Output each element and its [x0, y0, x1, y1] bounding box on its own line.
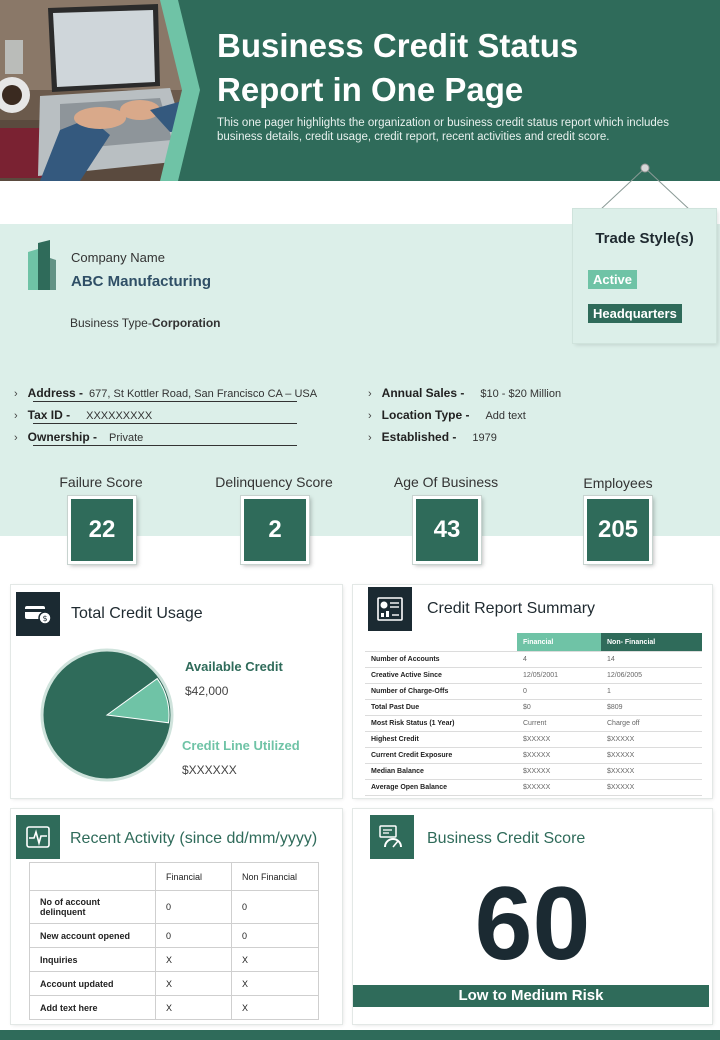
table-cell: Charge off — [601, 716, 702, 732]
table-cell: X — [156, 996, 232, 1020]
table-cell: $809 — [601, 700, 702, 716]
table-cell: 0 — [232, 924, 319, 948]
divider — [33, 445, 297, 446]
table-row — [30, 996, 319, 1020]
credit-report-panel — [353, 585, 712, 798]
score-label-age: Age Of Business — [393, 474, 499, 490]
table-header-row — [30, 863, 319, 891]
svg-text:$: $ — [42, 614, 48, 623]
table-row — [365, 780, 702, 796]
table-cell: Creative Active Since — [365, 668, 517, 684]
table-cell: 0 — [232, 891, 319, 924]
detail-annual-sales: › Annual Sales - $10 - $20 Million — [368, 386, 562, 400]
badge-headquarters: Headquarters — [588, 304, 682, 323]
table-cell: Most Risk Status (1 Year) — [365, 716, 517, 732]
table-header-cell: Non Financial — [232, 863, 319, 891]
table-cell: $XXXXX — [601, 764, 702, 780]
detail-value: $10 - $20 Million — [480, 388, 562, 400]
table-row — [365, 716, 702, 732]
table-cell: $XXXXX — [517, 732, 601, 748]
credit-score-value: 60 — [474, 866, 591, 982]
table-header-cell — [365, 633, 517, 652]
table-row — [365, 748, 702, 764]
utilized-value: $XXXXXX — [182, 763, 237, 777]
detail-location-type: › Location Type - Add text — [368, 408, 526, 422]
title-line-1: Business Credit Status — [217, 27, 579, 64]
available-credit-value: $42,000 — [185, 684, 229, 698]
detail-ownership: › Ownership - Private — [14, 430, 144, 444]
company-name: ABC Manufacturing — [71, 273, 211, 290]
table-row — [365, 700, 702, 716]
credit-pie-chart — [39, 647, 175, 783]
table-row — [30, 948, 319, 972]
table-cell: Highest Credit — [365, 732, 517, 748]
detail-established: › Established - 1979 — [368, 430, 497, 444]
table-cell: 1 — [601, 684, 702, 700]
available-credit-label: Available Credit — [185, 659, 283, 674]
table-row — [365, 652, 702, 668]
trade-style-card — [573, 209, 716, 343]
detail-tax-id: › Tax ID - XXXXXXXXX — [14, 408, 153, 422]
table-cell: 0 — [517, 684, 601, 700]
hanging-string — [595, 160, 695, 212]
table-cell: X — [156, 972, 232, 996]
detail-value: 1979 — [472, 432, 497, 444]
table-row — [30, 924, 319, 948]
table-cell: X — [156, 948, 232, 972]
table-cell: $XXXXX — [601, 732, 702, 748]
detail-label: Annual Sales - — [381, 386, 465, 400]
table-cell: $XXXXX — [517, 780, 601, 796]
table-header-row — [365, 633, 702, 652]
table-row — [365, 684, 702, 700]
detail-label: Tax ID - — [27, 408, 71, 422]
table-row — [30, 891, 319, 924]
table-cell: 0 — [156, 891, 232, 924]
risk-banner: Low to Medium Risk — [353, 985, 709, 1007]
score-box-age: 43 — [413, 496, 481, 564]
table-cell: Add text here — [30, 996, 156, 1020]
detail-label: Location Type - — [381, 408, 470, 422]
report-icon — [368, 587, 412, 631]
table-cell: Account updated — [30, 972, 156, 996]
recent-activity-panel — [11, 809, 342, 1024]
footer-bar — [0, 1030, 720, 1040]
building-icon — [24, 240, 58, 290]
table-row — [30, 972, 319, 996]
divider — [33, 401, 297, 402]
company-name-label: Company Name — [71, 250, 165, 265]
table-cell: 4 — [517, 652, 601, 668]
score-label-delinquency: Delinquency Score — [215, 474, 333, 490]
credit-score-title: Business Credit Score — [427, 830, 586, 847]
detail-value: XXXXXXXXX — [86, 410, 153, 422]
table-cell: 12/06/2005 — [601, 668, 702, 684]
table-cell: 14 — [601, 652, 702, 668]
gauge-icon — [370, 815, 414, 859]
badge-active: Active — [588, 270, 637, 289]
credit-score-panel — [353, 809, 712, 1024]
table-cell: 0 — [156, 924, 232, 948]
detail-value: 677, St Kottler Road, San Francisco CA – USA — [89, 388, 318, 400]
activity-icon — [16, 815, 60, 859]
page-title — [217, 24, 697, 112]
business-type — [70, 316, 221, 330]
score-box-failure: 22 — [68, 496, 136, 564]
table-cell: $XXXXX — [517, 764, 601, 780]
table-header-cell — [30, 863, 156, 891]
table-cell: Inquiries — [30, 948, 156, 972]
page-subtitle: This one pager highlights the organization or business credit status report which includes business details, credit usage, credit report, recent activities and credit score. — [217, 117, 669, 143]
divider — [33, 423, 297, 424]
table-cell: $XXXXX — [517, 748, 601, 764]
table-cell: X — [232, 948, 319, 972]
table-cell: 12/05/2001 — [517, 668, 601, 684]
laptop-photo — [0, 0, 200, 181]
table-cell: Total Past Due — [365, 700, 517, 716]
recent-activity-table — [29, 862, 319, 1020]
credit-report-title: Credit Report Summary — [427, 600, 596, 617]
business-type-value: Corporation — [151, 316, 221, 330]
credit-card-icon — [16, 592, 60, 636]
detail-label: Ownership - — [27, 430, 98, 444]
detail-label: Established - — [381, 430, 457, 444]
score-label-employees: Employees — [583, 475, 653, 491]
credit-usage-panel — [11, 585, 342, 798]
table-row — [365, 668, 702, 684]
utilized-label: Credit Line Utilized — [182, 738, 300, 753]
trade-style-title: Trade Style(s) — [595, 230, 694, 247]
business-type-label: Business Type- — [70, 316, 152, 330]
table-cell: Number of Charge-Offs — [365, 684, 517, 700]
table-cell: X — [232, 972, 319, 996]
table-cell: New account opened — [30, 924, 156, 948]
table-cell: $XXXXX — [601, 780, 702, 796]
recent-activity-title: Recent Activity (since dd/mm/yyyy) — [70, 830, 318, 847]
title-line-2: Report in One Page — [217, 71, 524, 108]
table-cell: Current — [517, 716, 601, 732]
score-box-employees: 205 — [584, 496, 652, 564]
table-header-cell: Financial — [156, 863, 232, 891]
table-cell: No of account delinquent — [30, 891, 156, 924]
table-cell: Average Open Balance — [365, 780, 517, 796]
table-header-cell: Financial — [517, 633, 601, 652]
table-cell: Median Balance — [365, 764, 517, 780]
table-row — [365, 732, 702, 748]
detail-label: Address - — [27, 386, 84, 400]
score-label-failure: Failure Score — [59, 474, 143, 490]
table-cell: X — [232, 996, 319, 1020]
detail-value: Add text — [485, 410, 526, 422]
table-row — [365, 764, 702, 780]
credit-usage-title: Total Credit Usage — [71, 605, 203, 622]
table-cell: Number of Accounts — [365, 652, 517, 668]
table-cell: $0 — [517, 700, 601, 716]
score-box-delinquency: 2 — [241, 496, 309, 564]
credit-report-table — [365, 633, 702, 796]
table-cell: Current Credit Exposure — [365, 748, 517, 764]
table-cell: $XXXXX — [601, 748, 702, 764]
table-header-cell: Non- Financial — [601, 633, 702, 652]
detail-value: Private — [109, 432, 144, 444]
detail-address: › Address - 677, St Kottler Road, San Francisco CA – USA — [14, 386, 318, 400]
